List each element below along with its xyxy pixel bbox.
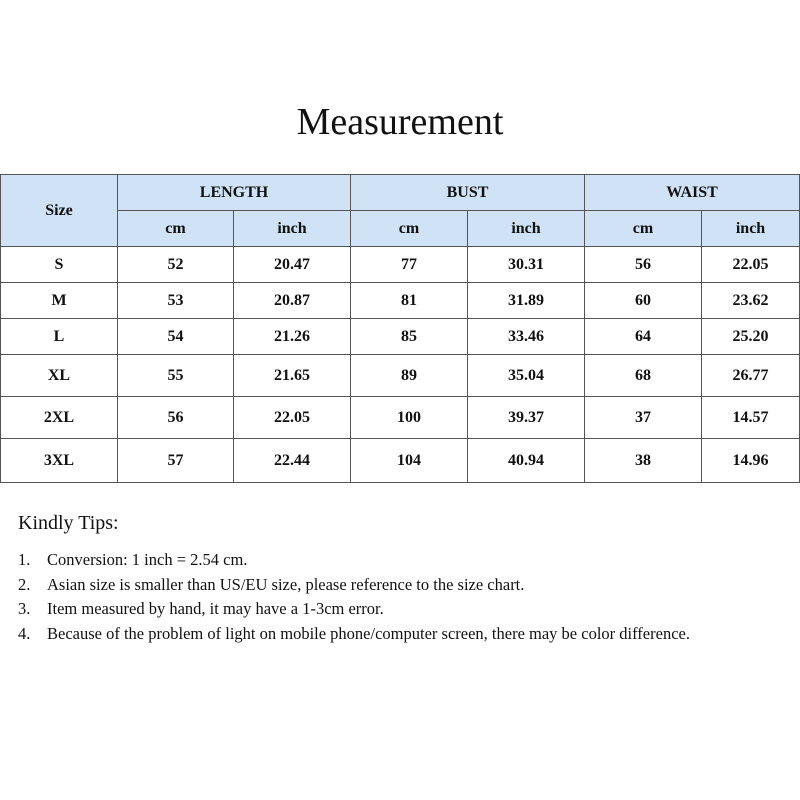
tip-number: 4. (18, 623, 31, 643)
size-cell: L (1, 319, 118, 355)
value-cell: 33.46 (468, 319, 585, 355)
value-cell: 20.87 (234, 283, 351, 319)
tip-number: 1. (18, 550, 31, 569)
value-cell: 25.20 (702, 319, 800, 355)
value-cell: 68 (585, 355, 702, 397)
value-cell: 21.65 (234, 355, 351, 397)
value-cell: 23.62 (702, 283, 800, 319)
value-cell: 57 (118, 439, 234, 483)
table-row (1, 319, 800, 355)
tip-item (18, 548, 718, 573)
value-cell: 14.57 (702, 397, 800, 439)
value-cell: 31.89 (468, 283, 585, 319)
size-cell: 3XL (1, 439, 118, 483)
table-row (1, 247, 800, 283)
value-cell: 22.05 (234, 397, 351, 439)
bust-cm-header: cm (351, 211, 468, 247)
value-cell: 30.31 (468, 247, 585, 283)
tip-item (18, 622, 718, 647)
value-cell: 35.04 (468, 355, 585, 397)
value-cell: 39.37 (468, 397, 585, 439)
value-cell: 14.96 (702, 439, 800, 483)
tip-text: Asian size is smaller than US/EU size, please reference to the size chart. (47, 574, 525, 594)
waist-cm-header: cm (585, 211, 702, 247)
value-cell: 52 (118, 247, 234, 283)
value-cell: 85 (351, 319, 468, 355)
value-cell: 60 (585, 283, 702, 319)
value-cell: 104 (351, 439, 468, 483)
value-cell: 64 (585, 319, 702, 355)
value-cell: 53 (118, 283, 234, 319)
value-cell: 38 (585, 439, 702, 483)
tips-heading: Kindly Tips: (18, 512, 119, 534)
value-cell: 77 (351, 247, 468, 283)
group-header-row (1, 175, 800, 211)
table-row (1, 355, 800, 397)
size-column-header: Size (1, 175, 118, 247)
size-cell: 2XL (1, 397, 118, 439)
value-cell: 20.47 (234, 247, 351, 283)
waist-group-header: WAIST (585, 175, 800, 211)
unit-header-row (1, 211, 800, 247)
value-cell: 22.44 (234, 439, 351, 483)
value-cell: 22.05 (702, 247, 800, 283)
table-row (1, 439, 800, 483)
tip-text: Item measured by hand, it may have a 1-3cm error. (47, 599, 384, 618)
length-inch-header: inch (234, 211, 351, 247)
tip-item (18, 597, 718, 622)
tip-text: Conversion: 1 inch = 2.54 cm. (47, 550, 248, 569)
bust-inch-header: inch (468, 211, 585, 247)
value-cell: 81 (351, 283, 468, 319)
waist-inch-header: inch (702, 211, 800, 247)
table-row (1, 397, 800, 439)
size-chart-table (0, 174, 800, 483)
tips-list (18, 548, 718, 646)
value-cell: 56 (118, 397, 234, 439)
page-title: Measurement (296, 101, 504, 143)
value-cell: 55 (118, 355, 234, 397)
tip-item (18, 573, 718, 598)
size-cell: M (1, 283, 118, 319)
value-cell: 56 (585, 247, 702, 283)
value-cell: 40.94 (468, 439, 585, 483)
value-cell: 54 (118, 319, 234, 355)
value-cell: 100 (351, 397, 468, 439)
size-cell: XL (1, 355, 118, 397)
value-cell: 21.26 (234, 319, 351, 355)
value-cell: 26.77 (702, 355, 800, 397)
tip-number: 3. (18, 599, 31, 618)
bust-group-header: BUST (351, 175, 585, 211)
size-cell: S (1, 247, 118, 283)
value-cell: 89 (351, 355, 468, 397)
tip-text: Because of the problem of light on mobile phone/computer screen, there may be color difference. (47, 623, 690, 643)
table-row (1, 283, 800, 319)
length-cm-header: cm (118, 211, 234, 247)
tip-number: 2. (18, 574, 31, 594)
value-cell: 37 (585, 397, 702, 439)
length-group-header: LENGTH (118, 175, 351, 211)
